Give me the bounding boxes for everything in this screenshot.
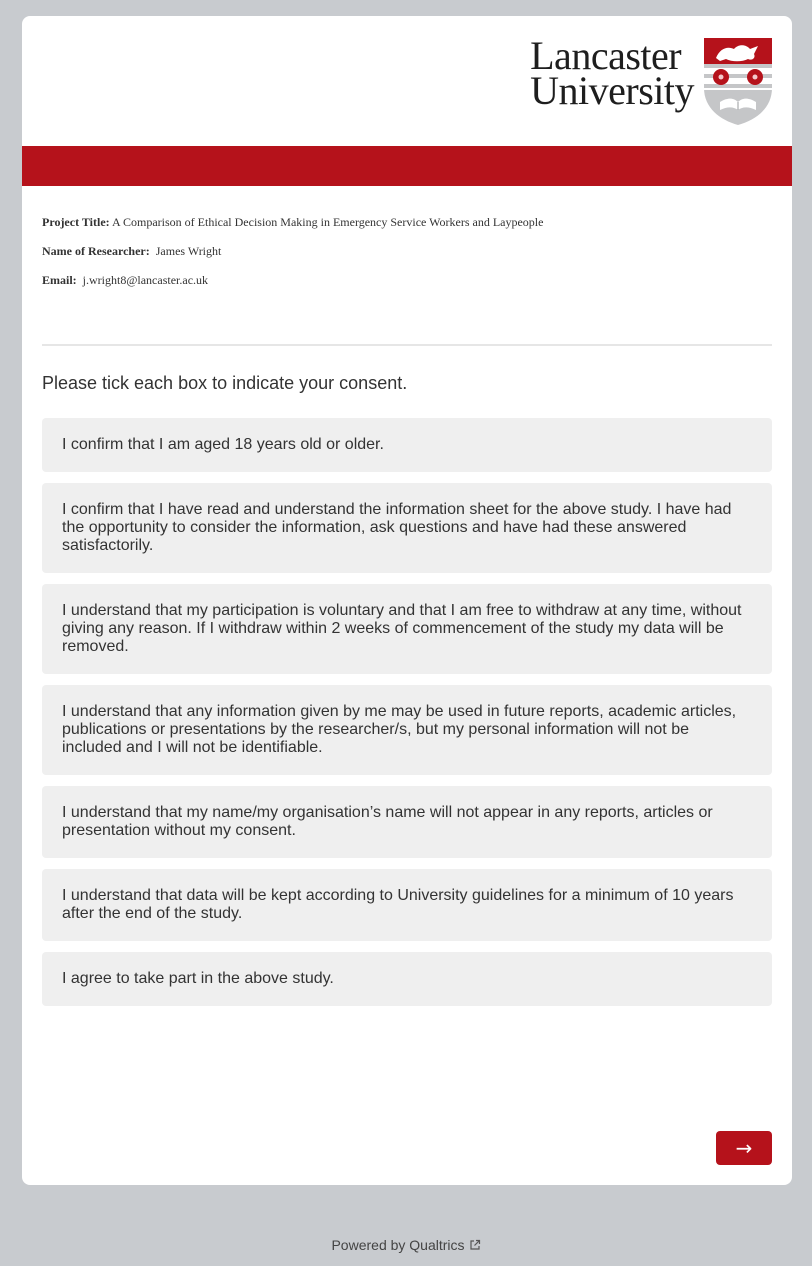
researcher-value: James Wright xyxy=(155,244,222,258)
researcher-row xyxy=(42,243,543,272)
logo-line-2: University xyxy=(530,68,694,113)
lancaster-university-logo xyxy=(530,33,774,126)
researcher-label: Name of Researcher: xyxy=(42,244,150,258)
email-value: j.wright8@lancaster.ac.uk xyxy=(82,273,209,287)
header-red-bar xyxy=(22,146,792,186)
consent-choice-name-privacy[interactable]: I understand that my name/my organisation’s name will not appear in any reports, articles or presentation without my consent. xyxy=(42,786,772,858)
external-link-icon xyxy=(469,1239,481,1251)
survey-header xyxy=(22,16,792,146)
email-row xyxy=(42,272,543,301)
email-label: Email: xyxy=(42,273,77,287)
question-instruction: Please tick each box to indicate your consent. xyxy=(42,373,408,393)
logo-line-1: Lancaster xyxy=(530,33,682,78)
project-info xyxy=(42,214,543,301)
consent-choice-age[interactable]: I confirm that I am aged 18 years old or older. xyxy=(42,418,772,472)
project-title-value: A Comparison of Ethical Decision Making in Emergency Service Workers and Laypeople xyxy=(111,215,544,229)
footer xyxy=(0,1237,812,1253)
next-button[interactable]: → xyxy=(716,1131,772,1165)
consent-choice-voluntary[interactable]: I understand that my participation is voluntary and that I am free to withdraw at any time, without giving any reason. If I withdraw within 2 weeks of commencement of the study my data will be removed. xyxy=(42,584,772,674)
section-divider xyxy=(42,344,772,346)
consent-choice-agree[interactable]: I agree to take part in the above study. xyxy=(42,952,772,1006)
consent-choices xyxy=(42,418,772,1017)
consent-choice-future-use[interactable]: I understand that any information given by me may be used in future reports, academic articles, publications or presentations by the researcher/s, but my personal information will not be included and I will not be identifiable. xyxy=(42,685,772,775)
project-title-row xyxy=(42,214,543,243)
logo-wordmark xyxy=(530,33,694,113)
lancaster-crest-icon xyxy=(702,36,774,126)
survey-card xyxy=(22,16,792,1185)
powered-by-qualtrics-link[interactable]: Powered by Qualtrics xyxy=(331,1237,465,1253)
project-title-label: Project Title: xyxy=(42,215,110,229)
consent-choice-info-sheet[interactable]: I confirm that I have read and understand the information sheet for the above study. I have had the opportunity to consider the information, ask questions and have had these answered satisfactorily. xyxy=(42,483,772,573)
consent-choice-data-retention[interactable]: I understand that data will be kept according to University guidelines for a minimum of 10 years after the end of the study. xyxy=(42,869,772,941)
